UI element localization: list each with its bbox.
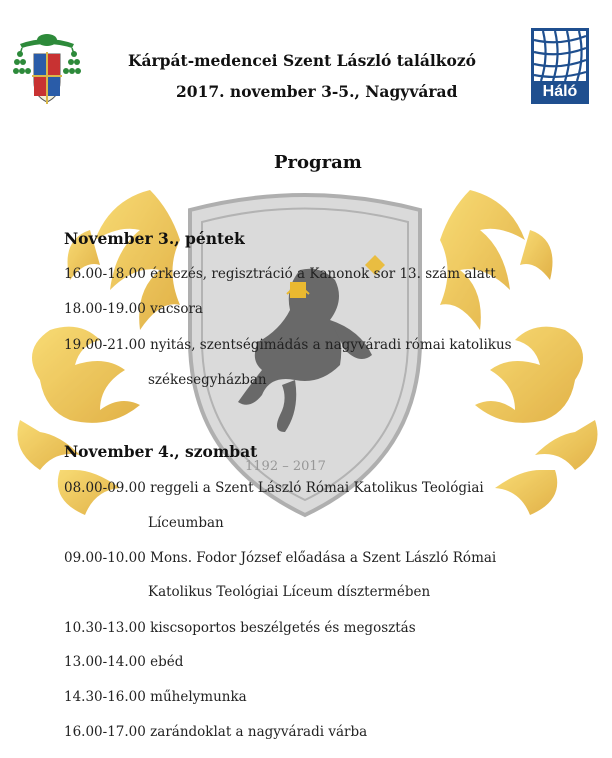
list-item (64, 550, 496, 566)
item-text-continued: Katolikus Teológiai Líceum dísztermében (148, 584, 431, 600)
item-text: ebéd (150, 654, 184, 670)
item-time: 16.00-17.00 (64, 724, 146, 740)
list-item (64, 266, 496, 282)
item-text: zarándoklat a nagyváradi várba (150, 724, 368, 740)
item-time: 14.30-16.00 (64, 689, 146, 705)
item-text: Mons. Fodor József előadása a Szent László Római (150, 550, 497, 566)
item-text: érkezés, regisztráció a Kanonok sor 13. szám alatt (150, 266, 496, 282)
list-item (64, 337, 512, 353)
item-time: 18.00-19.00 (64, 301, 146, 317)
halo-logo-text: Háló (542, 83, 578, 100)
list-item (64, 301, 203, 317)
event-title: Kárpát-medencei Szent László találkozó (128, 51, 476, 70)
event-date-place: 2017. november 3-5., Nagyvárad (176, 82, 458, 101)
item-text: műhelymunka (150, 689, 247, 705)
item-text: reggeli a Szent László Római Katolikus Teológiai (150, 480, 484, 496)
item-time: 19.00-21.00 (64, 337, 146, 353)
item-text: vacsora (150, 301, 203, 317)
list-item (64, 480, 484, 496)
list-item (64, 654, 183, 670)
page-title: Program (274, 152, 362, 173)
item-text-continued: Líceumban (148, 515, 224, 531)
list-item (64, 689, 247, 705)
item-time: 08.00-09.00 (64, 480, 146, 496)
day-heading: November 4., szombat (64, 442, 258, 461)
item-text-continued: székesegyházban (148, 372, 267, 388)
halo-logo (531, 28, 589, 104)
list-item (64, 724, 367, 740)
day-heading: November 3., péntek (64, 229, 245, 248)
item-time: 09.00-10.00 (64, 550, 146, 566)
item-text: nyitás, szentségimádás a nagyváradi római katolikus (150, 337, 512, 353)
item-time: 16.00-18.00 (64, 266, 146, 282)
net-icon (531, 28, 589, 84)
item-time: 10.30-13.00 (64, 620, 146, 636)
watermark-years: 1192 – 2017 (245, 459, 326, 474)
list-item (64, 620, 416, 636)
coat-of-arms-icon (12, 30, 82, 108)
item-time: 13.00-14.00 (64, 654, 146, 670)
item-text: kiscsoportos beszélgetés és megosztás (150, 620, 416, 636)
